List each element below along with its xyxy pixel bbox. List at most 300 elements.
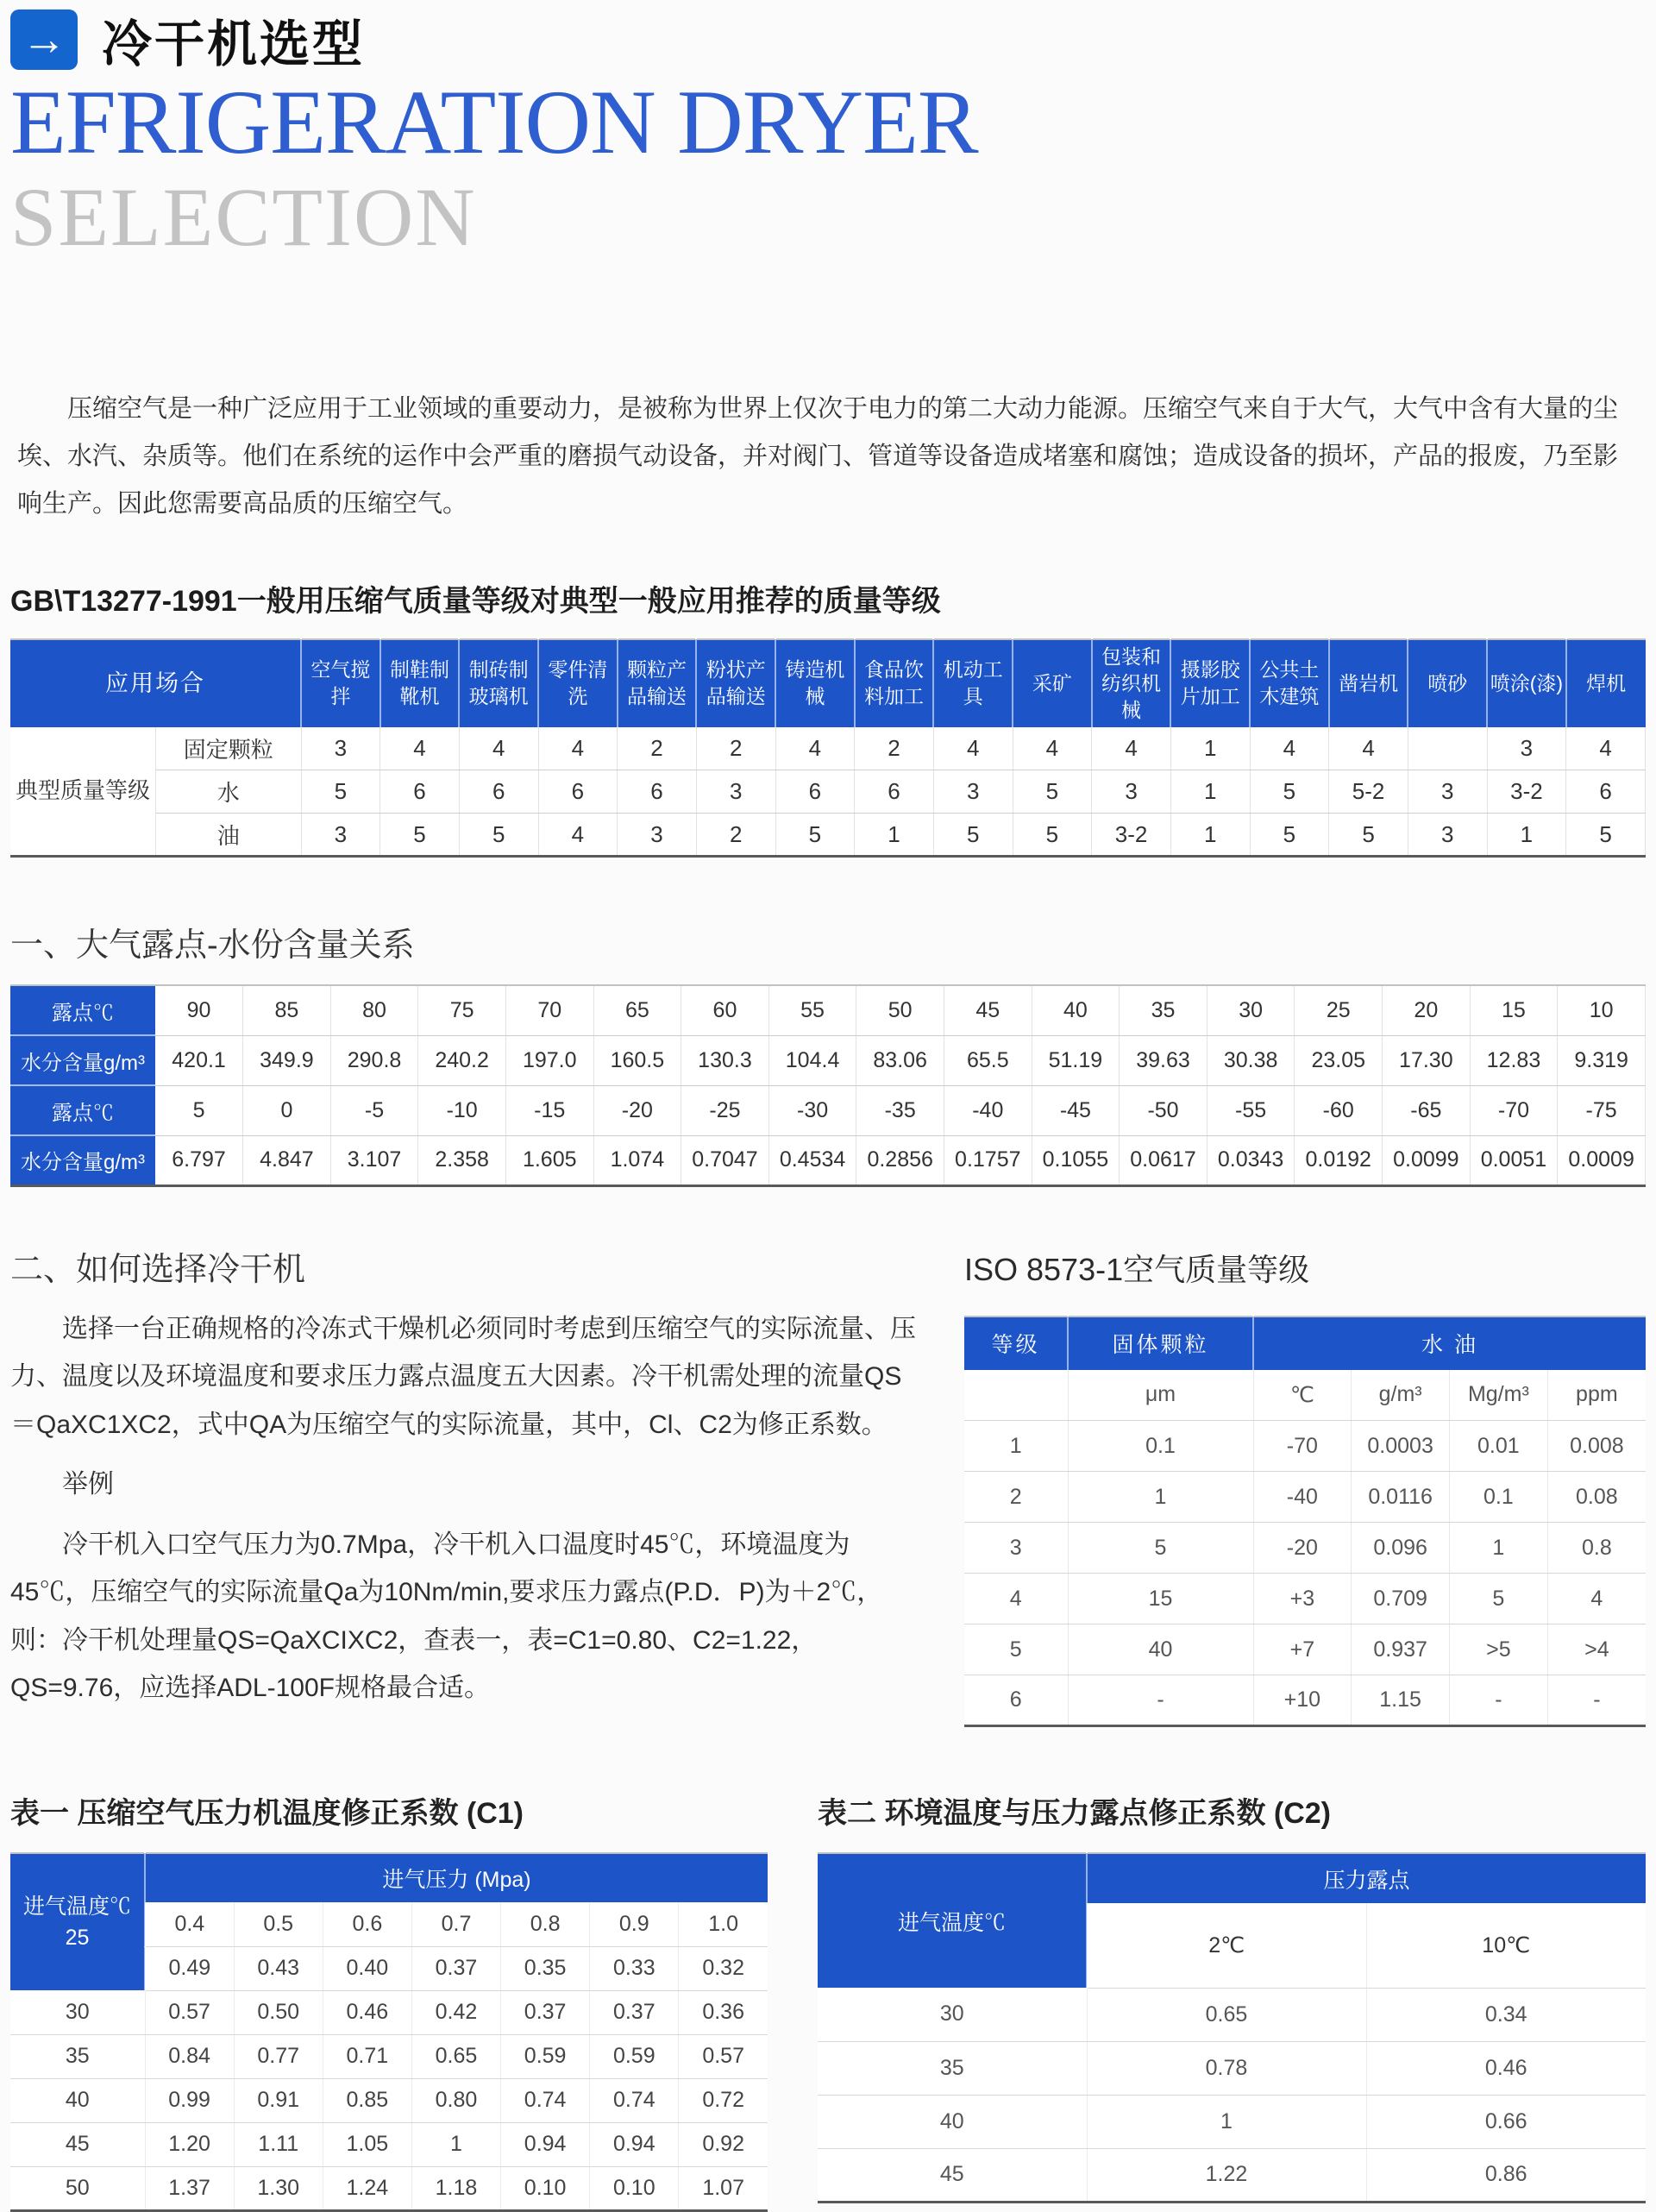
gb-row-label: 固定颗粒	[156, 727, 302, 770]
gb-value-cell: 4	[1329, 727, 1408, 770]
iso-unit-cell: ℃	[1253, 1370, 1352, 1421]
iso-value-cell: 2	[964, 1472, 1068, 1523]
c1-pressure-cell: 0.6	[323, 1902, 411, 1946]
iso-value-cell: 0.08	[1547, 1472, 1646, 1523]
c1-column	[10, 1789, 768, 2212]
c1-value-cell: 0.37	[501, 1990, 590, 2034]
dew-value-cell: 90	[155, 985, 243, 1035]
gb-value-cell: 3	[618, 814, 697, 857]
dew-value-cell: 30	[1207, 985, 1295, 1035]
c2-corner-cell: 进气温度℃	[818, 1853, 1087, 1988]
iso-value-cell: 0.8	[1547, 1523, 1646, 1574]
gb-column-header: 公共土木建筑	[1250, 639, 1329, 727]
gb-value-cell: 3	[301, 727, 380, 770]
c1-value-cell: 0.49	[145, 1946, 234, 1990]
c2-table-row	[818, 2148, 1646, 2202]
dew-table-body	[10, 985, 1646, 1185]
dew-value-cell: 55	[768, 985, 856, 1035]
gb-value-cell: 5	[1250, 770, 1329, 814]
c1-value-cell: 0.35	[501, 1946, 590, 1990]
dew-value-cell: -25	[681, 1085, 769, 1135]
c1-table-row	[10, 2034, 768, 2078]
gb-row-label: 水	[156, 770, 302, 814]
gb-table-body	[10, 727, 1646, 857]
gb-value-cell: 2	[618, 727, 697, 770]
c1-value-cell: 0.91	[234, 2078, 323, 2122]
gb-value-cell: 5	[1013, 814, 1092, 857]
iso-value-cell: 0.096	[1352, 1523, 1450, 1574]
gb-row-label: 油	[156, 814, 302, 857]
iso-value-cell: +7	[1253, 1624, 1352, 1675]
iso-value-cell: 0.01	[1450, 1421, 1548, 1472]
gb-quality-table	[10, 638, 1646, 858]
iso-table-row	[964, 1675, 1646, 1726]
dew-value-cell: -65	[1383, 1085, 1471, 1135]
c1-value-cell: 0.42	[411, 1990, 500, 2034]
gb-value-cell: 4	[538, 814, 618, 857]
big-title-en: EFRIGERATION DRYER	[10, 72, 978, 173]
dew-value-cell: 0.7047	[681, 1135, 769, 1185]
c1-value-cell: 0.33	[590, 1946, 679, 1990]
gb-value-cell: 3	[696, 770, 775, 814]
iso-table-row	[964, 1574, 1646, 1624]
iso-value-cell: -	[1068, 1675, 1253, 1726]
dew-value-cell: 10	[1558, 985, 1646, 1035]
c2-value-cell: 0.86	[1366, 2148, 1646, 2202]
dew-table-row	[10, 1135, 1646, 1185]
gb-value-cell: 3	[301, 814, 380, 857]
c1-pressure-cell: 0.5	[234, 1902, 323, 1946]
gb-value-cell: 5	[380, 814, 460, 857]
c2-table-row	[818, 2095, 1646, 2148]
c1-pressure-cell: 0.9	[590, 1902, 679, 1946]
gb-value-cell: 6	[855, 770, 934, 814]
c1-value-cell: 0.57	[679, 2034, 768, 2078]
iso-value-cell: >5	[1450, 1624, 1548, 1675]
c1-value-cell: 0.94	[501, 2122, 590, 2166]
gb-value-cell: 3	[933, 770, 1013, 814]
dew-value-cell: 2.358	[418, 1135, 506, 1185]
dew-value-cell: 0.1757	[944, 1135, 1032, 1185]
c1-value-cell: 0.94	[590, 2122, 679, 2166]
iso-value-cell: -	[1547, 1675, 1646, 1726]
c1-value-cell: 0.36	[679, 1990, 768, 2034]
dew-value-cell: -60	[1295, 1085, 1383, 1135]
c1-table-row	[10, 2078, 768, 2122]
gb-table-row	[10, 814, 1646, 857]
dew-value-cell: 104.4	[768, 1035, 856, 1085]
dew-value-cell: 0.0009	[1558, 1135, 1646, 1185]
dew-table-row	[10, 985, 1646, 1035]
iso-value-cell: 0.0116	[1352, 1472, 1450, 1523]
iso-unit-cell: μm	[1068, 1370, 1253, 1421]
iso-value-cell: 5	[1068, 1523, 1253, 1574]
iso-value-cell: 15	[1068, 1574, 1253, 1624]
bottom-two-column-zone	[10, 1789, 1646, 2212]
dew-value-cell: 25	[1295, 985, 1383, 1035]
c1-value-cell: 1.11	[234, 2122, 323, 2166]
iso-unit-cell: ppm	[1547, 1370, 1646, 1421]
dew-value-cell: 9.319	[1558, 1035, 1646, 1085]
gb-value-cell: 4	[1566, 727, 1646, 770]
dew-value-cell: 0.0099	[1383, 1135, 1471, 1185]
dew-value-cell: -75	[1558, 1085, 1646, 1135]
c2-value-cell: 1.22	[1087, 2148, 1366, 2202]
c1-value-cell: 1.18	[411, 2166, 500, 2210]
dew-value-cell: 17.30	[1383, 1035, 1471, 1085]
gb-value-cell: 4	[1092, 727, 1171, 770]
c1-table-title: 表一 压缩空气压力机温度修正系数 (C1)	[10, 1797, 524, 1831]
iso-value-cell: 1	[1450, 1523, 1548, 1574]
dew-value-cell: 5	[155, 1085, 243, 1135]
dew-value-cell: -20	[593, 1085, 681, 1135]
gb-value-cell: 5	[459, 814, 538, 857]
iso-unit-cell: Mg/m³	[1450, 1370, 1548, 1421]
c1-value-cell: 0.37	[590, 1990, 679, 2034]
page-title: 冷干机选型	[102, 16, 366, 72]
gb-value-cell: 5-2	[1329, 770, 1408, 814]
gb-row-group-label: 典型质量等级	[10, 727, 156, 857]
c1-corner-label: 进气温度℃	[22, 1894, 131, 1919]
dew-value-cell: -55	[1207, 1085, 1295, 1135]
dew-row-header: 露点℃	[10, 1085, 155, 1135]
dew-value-cell: 51.19	[1032, 1035, 1120, 1085]
c2-column	[818, 1789, 1646, 2212]
c1-corner-value: 25	[65, 1926, 90, 1951]
dew-value-cell: 0.2856	[856, 1135, 944, 1185]
iso-value-cell: 0.709	[1352, 1574, 1450, 1624]
dew-table-row	[10, 1035, 1646, 1085]
c1-value-cell: 0.92	[679, 2122, 768, 2166]
gb-column-header: 喷涂(漆)	[1487, 639, 1566, 727]
iso-units-row	[964, 1370, 1646, 1421]
gb-column-header: 铸造机械	[775, 639, 855, 727]
iso-value-cell: 0.1	[1068, 1421, 1253, 1472]
c2-table-title: 表二 环境温度与压力露点修正系数 (C2)	[818, 1797, 1331, 1831]
dew-value-cell: 80	[330, 985, 418, 1035]
example-label: 举例	[62, 1470, 114, 1499]
dew-value-cell: -45	[1032, 1085, 1120, 1135]
gb-value-cell: 3	[1408, 814, 1487, 857]
c1-value-cell: 0.43	[234, 1946, 323, 1990]
dew-value-cell: 0.0343	[1207, 1135, 1295, 1185]
c1-value-cell: 1.37	[145, 2166, 234, 2210]
c1-table-body	[10, 1990, 768, 2210]
dew-value-cell: 1.605	[505, 1135, 593, 1185]
dew-value-cell: 85	[243, 985, 331, 1035]
iso-table-row	[964, 1472, 1646, 1523]
c1-value-cell: 0.10	[590, 2166, 679, 2210]
gb-value-cell: 1	[855, 814, 934, 857]
iso-value-cell: 0.008	[1547, 1421, 1646, 1472]
c1-pressure-cell: 0.7	[411, 1902, 500, 1946]
dew-value-cell: 240.2	[418, 1035, 506, 1085]
gb-value-cell: 5	[1250, 814, 1329, 857]
iso-value-cell: 5	[1450, 1574, 1548, 1624]
gb-value-cell: 3	[1092, 770, 1171, 814]
dew-value-cell: 12.83	[1470, 1035, 1558, 1085]
c1-value-cell: 1.20	[145, 2122, 234, 2166]
c1-value-cell: 1.30	[234, 2166, 323, 2210]
selection-paragraph: 选择一台正确规格的冷冻式干燥机必须同时考虑到压缩空气的实际流量、压力、温度以及环境温度和要求压力露点温度五大因素。冷干机需处理的流量QS＝QaXC1XC2，式中QA为压缩空气的实际流量，其中，Cl、C2为修正系数。	[10, 1314, 916, 1439]
gb-value-cell: 6	[538, 770, 618, 814]
dew-value-cell: 0.0192	[1295, 1135, 1383, 1185]
gb-value-cell: 3	[1487, 727, 1566, 770]
dew-value-cell: 65	[593, 985, 681, 1035]
dew-value-cell: 197.0	[505, 1035, 593, 1085]
gb-column-header: 机动工具	[933, 639, 1013, 727]
iso-table-title: ISO 8573-1空气质量等级	[964, 1251, 1310, 1287]
gb-value-cell: 6	[1566, 770, 1646, 814]
iso-grade-header: 等级	[964, 1317, 1068, 1370]
iso-water-oil-header: 水 油	[1253, 1317, 1646, 1370]
iso-air-quality-table	[964, 1316, 1646, 1728]
dew-value-cell: -40	[944, 1085, 1032, 1135]
section1-title: 一、大气露点-水份含量关系	[10, 927, 415, 965]
c2-value-cell: 0.78	[1087, 2041, 1366, 2095]
dew-value-cell: 65.5	[944, 1035, 1032, 1085]
dew-value-cell: 20	[1383, 985, 1471, 1035]
gb-column-header: 零件清洗	[538, 639, 618, 727]
c2-span-header: 压力露点	[1087, 1853, 1646, 1903]
c2-temp-label: 40	[818, 2095, 1087, 2148]
c1-pressure-cell: 1.0	[679, 1902, 768, 1946]
iso-value-cell: -	[1450, 1675, 1548, 1726]
dew-value-cell: 160.5	[593, 1035, 681, 1085]
iso-value-cell: 3	[964, 1523, 1068, 1574]
iso-value-cell: 1	[964, 1421, 1068, 1472]
dew-value-cell: 290.8	[330, 1035, 418, 1085]
dew-value-cell: -30	[768, 1085, 856, 1135]
dew-value-cell: 70	[505, 985, 593, 1035]
iso-column	[964, 1242, 1646, 1728]
gb-value-cell: 5	[301, 770, 380, 814]
c1-value-cell: 0.84	[145, 2034, 234, 2078]
iso-table-body	[964, 1421, 1646, 1726]
dew-table-row	[10, 1085, 1646, 1135]
gb-column-header: 包装和纺织机械	[1092, 639, 1171, 727]
iso-table-row	[964, 1624, 1646, 1675]
c1-value-cell: 0.80	[411, 2078, 500, 2122]
gb-column-header: 焊机	[1566, 639, 1646, 727]
iso-value-cell: -70	[1253, 1421, 1352, 1472]
gb-value-cell: 1	[1170, 770, 1250, 814]
c1-value-cell: 0.65	[411, 2034, 500, 2078]
c1-value-cell: 0.59	[590, 2034, 679, 2078]
gb-value-cell: 1	[1170, 814, 1250, 857]
dew-value-cell: -10	[418, 1085, 506, 1135]
iso-value-cell: 5	[964, 1624, 1068, 1675]
dew-value-cell: -50	[1120, 1085, 1208, 1135]
gb-column-header: 喷砂	[1408, 639, 1487, 727]
gb-value-cell: 6	[459, 770, 538, 814]
dew-row-header: 水分含量g/m³	[10, 1135, 155, 1185]
dew-value-cell: 45	[944, 985, 1032, 1035]
c1-value-cell: 0.37	[411, 1946, 500, 1990]
gb-value-cell: 1	[1487, 814, 1566, 857]
dew-value-cell: 40	[1032, 985, 1120, 1035]
dew-value-cell: 39.63	[1120, 1035, 1208, 1085]
dew-value-cell: -5	[330, 1085, 418, 1135]
dew-value-cell: -15	[505, 1085, 593, 1135]
gb-value-cell: 3-2	[1487, 770, 1566, 814]
example-paragraph: 冷干机入口空气压力为0.7Mpa，冷干机入口温度时45℃，环境温度为45℃，压缩空气的实际流量Qa为10Nm/min,要求压力露点(P.D．P)为＋2℃，则：冷干机处理量QS=QaXCIXC2，查表一，表=C1=0.80、C2=1.22，QS=9.76，应选择ADL-100F规格最合适。	[10, 1530, 883, 1703]
gb-header-row	[10, 639, 1646, 727]
arrow-icon	[10, 9, 78, 70]
c1-value-cell: 1.07	[679, 2166, 768, 2210]
gb-table-row	[10, 770, 1646, 814]
c1-value-cell: 0.46	[323, 1990, 411, 2034]
iso-value-cell: 0.1	[1450, 1472, 1548, 1523]
dew-value-cell: 0.1055	[1032, 1135, 1120, 1185]
dew-value-cell: 35	[1120, 985, 1208, 1035]
right-arrow-glyph: →	[22, 15, 66, 65]
c1-value-cell: 0.57	[145, 1990, 234, 2034]
gb-standard-heading: GB\T13277-1991一般用压缩气质量等级对典型一般应用推荐的质量等级	[10, 584, 941, 618]
gb-value-cell: 5	[1013, 770, 1092, 814]
dew-value-cell: 6.797	[155, 1135, 243, 1185]
iso-table-row	[964, 1421, 1646, 1472]
gb-value-cell: 1	[1170, 727, 1250, 770]
c1-temp-label: 45	[10, 2122, 145, 2166]
c1-value-cell: 0.32	[679, 1946, 768, 1990]
gb-value-cell	[1408, 727, 1487, 770]
gb-table-row	[10, 727, 1646, 770]
gb-value-cell: 5	[933, 814, 1013, 857]
c2-value-cell: 0.46	[1366, 2041, 1646, 2095]
dew-row-header: 水分含量g/m³	[10, 1035, 155, 1085]
gb-column-header: 颗粒产品输送	[618, 639, 697, 727]
c1-value-cell: 0.85	[323, 2078, 411, 2122]
iso-value-cell: 40	[1068, 1624, 1253, 1675]
c1-pressure-cell: 0.8	[501, 1902, 590, 1946]
middle-two-column-zone	[10, 1242, 1646, 1728]
dew-value-cell: 3.107	[330, 1135, 418, 1185]
iso-unit-cell: g/m³	[1352, 1370, 1450, 1421]
iso-value-cell: +10	[1253, 1675, 1352, 1726]
selection-guide-column	[10, 1242, 921, 1728]
c1-value-cell: 0.74	[501, 2078, 590, 2122]
gb-column-header: 粉状产品输送	[696, 639, 775, 727]
iso-value-cell: -20	[1253, 1523, 1352, 1574]
iso-unit-blank	[964, 1370, 1068, 1421]
iso-value-cell: 1.15	[1352, 1675, 1450, 1726]
dewpoint-table	[10, 984, 1646, 1187]
gb-column-header: 制砖制玻璃机	[459, 639, 538, 727]
c1-table-row	[10, 2166, 768, 2210]
dew-value-cell: 83.06	[856, 1035, 944, 1085]
dew-value-cell: 23.05	[1295, 1035, 1383, 1085]
iso-value-cell: 0.937	[1352, 1624, 1450, 1675]
c1-pressure-cell: 0.4	[145, 1902, 234, 1946]
gb-value-cell: 4	[775, 727, 855, 770]
c2-temp-label: 30	[818, 1988, 1087, 2041]
c1-span-header: 进气压力 (Mpa)	[145, 1853, 768, 1902]
c2-temp-label: 45	[818, 2148, 1087, 2202]
gb-value-cell: 4	[380, 727, 460, 770]
gb-value-cell: 3-2	[1092, 814, 1171, 857]
c2-temp-label: 35	[818, 2041, 1087, 2095]
iso-value-cell: +3	[1253, 1574, 1352, 1624]
gb-value-cell: 2	[855, 727, 934, 770]
c2-header-row	[818, 1853, 1646, 1903]
section2-title: 二、如何选择冷干机	[10, 1251, 306, 1288]
dew-value-cell: 0.0617	[1120, 1135, 1208, 1185]
intro-paragraph: 压缩空气是一种广泛应用于工业领域的重要动力，是被称为世界上仅次于电力的第二大动力能源。压缩空气来自于大气，大气中含有大量的尘埃、水汽、杂质等。他们在系统的运作中会严重的磨损气动设备，并对阀门、管道等设备造成堵塞和腐蚀；造成设备的损坏，产品的报废，乃至影响生产。因此您需要高品质的压缩空气。	[17, 395, 1619, 518]
gb-column-header: 空气搅拌	[301, 639, 380, 727]
gb-value-cell: 6	[618, 770, 697, 814]
c1-value-cell: 1	[411, 2122, 500, 2166]
c2-value-cell: 0.66	[1366, 2095, 1646, 2148]
gb-value-cell: 3	[1408, 770, 1487, 814]
dew-row-header: 露点℃	[10, 985, 155, 1035]
c1-value-cell: 0.74	[590, 2078, 679, 2122]
dew-value-cell: 15	[1470, 985, 1558, 1035]
dew-value-cell: 75	[418, 985, 506, 1035]
gb-value-cell: 2	[696, 727, 775, 770]
iso-table-row	[964, 1523, 1646, 1574]
c1-value-cell: 0.99	[145, 2078, 234, 2122]
gb-column-header: 摄影胶片加工	[1170, 639, 1250, 727]
c1-value-cell: 0.50	[234, 1990, 323, 2034]
gb-value-cell: 6	[775, 770, 855, 814]
gb-value-cell: 4	[1250, 727, 1329, 770]
iso-value-cell: 4	[1547, 1574, 1646, 1624]
iso-value-cell: >4	[1547, 1624, 1646, 1675]
c1-value-cell: 0.40	[323, 1946, 411, 1990]
c1-table-row	[10, 1990, 768, 2034]
dew-value-cell: 349.9	[243, 1035, 331, 1085]
dew-value-cell: 30.38	[1207, 1035, 1295, 1085]
c1-table-row	[10, 2122, 768, 2166]
c1-value-cell: 1.24	[323, 2166, 411, 2210]
iso-header-row	[964, 1317, 1646, 1370]
c1-value-cell: 0.77	[234, 2034, 323, 2078]
dew-value-cell: 1.074	[593, 1135, 681, 1185]
gb-value-cell: 4	[459, 727, 538, 770]
dew-value-cell: -35	[856, 1085, 944, 1135]
c1-temp-label: 50	[10, 2166, 145, 2210]
gb-column-header: 采矿	[1013, 639, 1092, 727]
gb-column-header: 食品饮料加工	[855, 639, 934, 727]
c1-value-cell: 0.10	[501, 2166, 590, 2210]
dew-value-cell: 4.847	[243, 1135, 331, 1185]
gb-value-cell: 5	[1329, 814, 1408, 857]
gb-value-cell: 5	[775, 814, 855, 857]
gb-column-header: 制鞋制靴机	[380, 639, 460, 727]
iso-value-cell: 6	[964, 1675, 1068, 1726]
iso-value-cell: 1	[1068, 1472, 1253, 1523]
c1-value-cell: 0.59	[501, 2034, 590, 2078]
gb-column-header: 凿岩机	[1329, 639, 1408, 727]
c1-value-cell: 0.72	[679, 2078, 768, 2122]
iso-value-cell: 4	[964, 1574, 1068, 1624]
dew-value-cell: 60	[681, 985, 769, 1035]
c1-temp-label: 35	[10, 2034, 145, 2078]
dew-value-cell: 50	[856, 985, 944, 1035]
gb-value-cell: 4	[933, 727, 1013, 770]
c2-table-row	[818, 1988, 1646, 2041]
iso-solid-header: 固体颗粒	[1068, 1317, 1253, 1370]
c2-table-body	[818, 1988, 1646, 2202]
c2-value-cell: 0.34	[1366, 1988, 1646, 2041]
big-subtitle-en: SELECTION	[10, 171, 477, 264]
dew-value-cell: 0.0051	[1470, 1135, 1558, 1185]
gb-value-cell: 2	[696, 814, 775, 857]
c2-dewpoint-cell: 10℃	[1366, 1903, 1646, 1988]
c1-header-row	[10, 1853, 768, 1902]
dew-value-cell: 420.1	[155, 1035, 243, 1085]
